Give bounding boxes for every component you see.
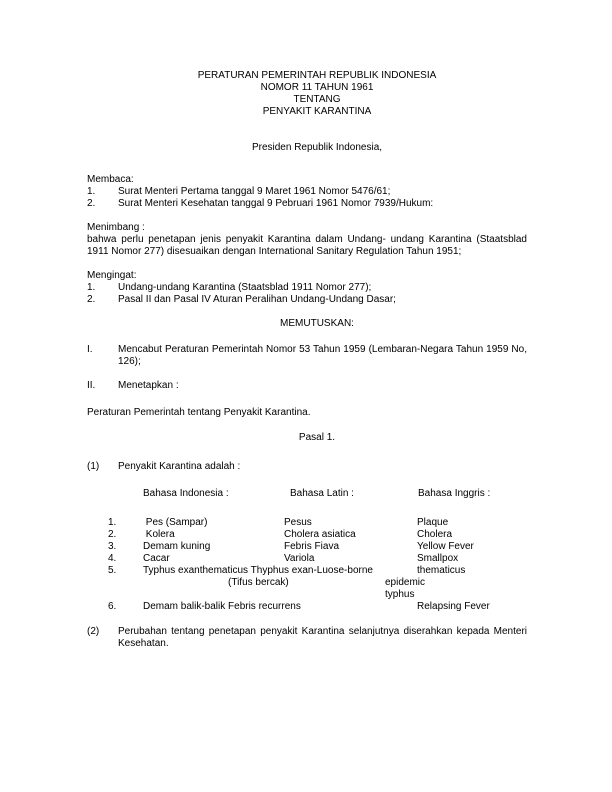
list-number: 2. <box>87 294 96 305</box>
cell-indonesia: Pes (Sampar) <box>143 517 208 528</box>
list-item: Pasal II dan Pasal IV Aturan Peralihan Undang-Undang Dasar; <box>118 294 396 305</box>
clause-text: Perubahan tentang penetapan penyakit Karantina selanjutnya diserahkan kepada Menteri Kesehatan. <box>118 626 527 649</box>
cell-latin: Cholera asiatica <box>284 529 356 540</box>
regulation-title: Peraturan Pemerintah tentang Penyakit Karantina. <box>87 407 311 418</box>
clause-number: (2) <box>87 626 100 637</box>
mengingat-heading: Mengingat: <box>87 270 137 281</box>
president-line: Presiden Republik Indonesia, <box>251 142 383 153</box>
cell-extra: typhus <box>385 589 415 600</box>
decision-text: Menetapkan : <box>118 380 179 391</box>
pasal-heading: Pasal 1. <box>298 432 336 443</box>
list-item: Surat Menteri Kesehatan tanggal 9 Pebruari 1961 Nomor 7939/Hukum: <box>118 198 434 209</box>
title-line-1: PERATURAN PEMERINTAH REPUBLIK INDONESIA <box>197 70 437 81</box>
decision-text: Mencabut Peraturan Pemerintah Nomor 53 Tahun 1959 (Lembaran-Negara Tahun 1959 No, 126); <box>118 344 527 367</box>
list-number: 1. <box>87 282 96 293</box>
cell-indonesia: Typhus exanthematicus Thyphus exan-Luose-borne <box>143 565 373 576</box>
row-number: 2. <box>108 529 117 540</box>
decision-number: II. <box>87 380 96 391</box>
menimbang-text: bahwa perlu penetapan jenis penyakit Karantina dalam Undang- undang Karantina (Staatsblad 1911 Nomor 277) disesuaikan dengan International Sanitary Regulation Tahun 1951; <box>87 234 527 257</box>
cell-latin: Variola <box>284 553 315 564</box>
table-header: Bahasa Inggris : <box>418 488 491 499</box>
row-number: 1. <box>108 517 117 528</box>
list-item: Surat Menteri Pertama tanggal 9 Maret 1961 Nomor 5476/61; <box>118 186 391 197</box>
cell-english: Yellow Fever <box>417 541 474 552</box>
clause-number: (1) <box>87 461 100 472</box>
cell-english: Smallpox <box>417 553 459 564</box>
cell-extra: epidemic <box>385 577 426 588</box>
memutuskan-heading: MEMUTUSKAN: <box>280 318 354 329</box>
cell-latin: thematicus <box>417 565 466 576</box>
table-header: Bahasa Latin : <box>290 488 354 499</box>
cell-indonesia: Demam balik-balik Febris recurrens <box>143 601 301 612</box>
cell-latin: Pesus <box>284 517 312 528</box>
cell-latin: Febris Fiava <box>284 541 340 552</box>
row-number: 3. <box>108 541 117 552</box>
cell-english: Plaque <box>417 517 449 528</box>
membaca-heading: Membaca: <box>87 174 134 185</box>
list-number: 1. <box>87 186 96 197</box>
title-line-4: PENYAKIT KARANTINA <box>262 106 372 117</box>
menimbang-heading: Menimbang : <box>87 222 145 233</box>
table-header: Bahasa Indonesia : <box>143 488 229 499</box>
clause-text: Penyakit Karantina adalah : <box>118 461 241 472</box>
title-line-3: TENTANG <box>293 94 341 105</box>
cell-english: (Tifus bercak) <box>228 577 289 588</box>
list-item: Undang-undang Karantina (Staatsblad 1911 Nomor 277); <box>118 282 372 293</box>
row-number: 5. <box>108 565 117 576</box>
decision-number: I. <box>87 344 93 355</box>
cell-english: Cholera <box>417 529 453 540</box>
row-number: 6. <box>108 601 117 612</box>
cell-english: Relapsing Fever <box>417 601 490 612</box>
cell-indonesia: Demam kuning <box>143 541 211 552</box>
cell-indonesia: Cacar <box>143 553 170 564</box>
title-line-2: NOMOR 11 TAHUN 1961 <box>260 82 374 93</box>
list-number: 2. <box>87 198 96 209</box>
row-number: 4. <box>108 553 117 564</box>
cell-indonesia: Kolera <box>143 529 175 540</box>
